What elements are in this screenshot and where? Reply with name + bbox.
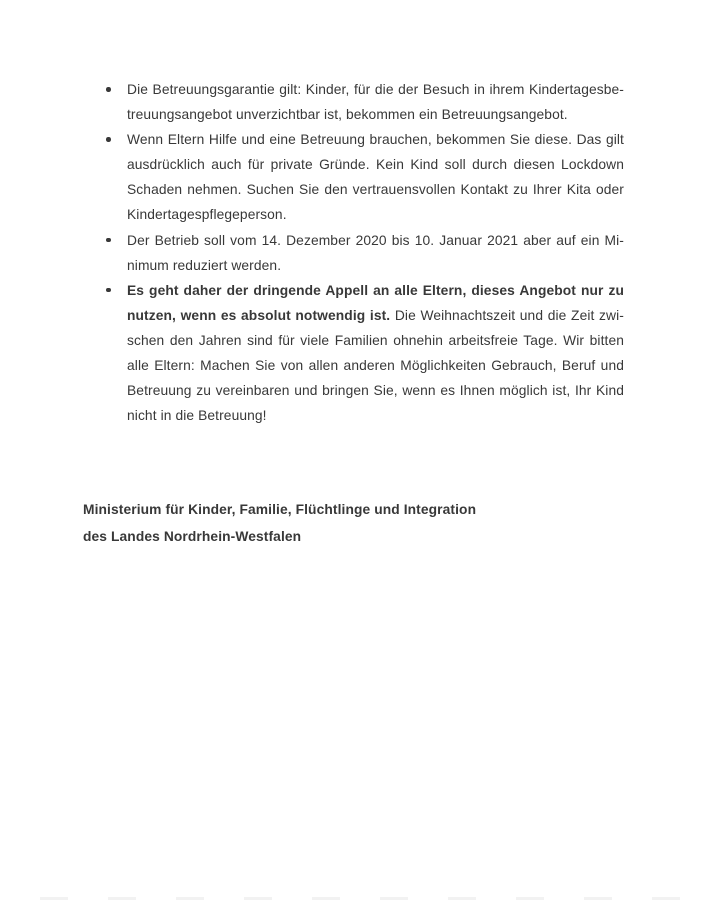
text-line: ausdrücklich auch für private Gründe. Kein Kind soll durch diesen Lockdown <box>127 157 624 173</box>
list-item <box>127 228 624 278</box>
text-line: Kindertagespflegeperson. <box>127 207 287 223</box>
signature <box>83 496 643 550</box>
text-line: treuungsangebot unverzichtbar ist, bekommen ein Betreuungsangebot. <box>127 107 568 123</box>
bullet-icon <box>106 87 111 92</box>
bullet-icon <box>106 137 111 142</box>
bullet-icon <box>106 288 111 293</box>
text-line: Die Betreuungsgarantie gilt: Kinder, für die der Besuch in ihrem Kindertagesbe- <box>127 82 624 97</box>
text-line: Es geht daher der dringende Appell an alle Eltern, dieses Angebot nur zu <box>127 282 624 298</box>
text-line: Wenn Eltern Hilfe und eine Betreuung brauchen, bekommen Sie diese. Das gilt <box>127 132 624 148</box>
bullet-list <box>127 77 624 428</box>
text-line: nicht in die Betreuung! <box>127 408 267 424</box>
list-item <box>127 278 624 429</box>
text-line: Der Betrieb soll vom 14. Dezember 2020 bis 10. Januar 2021 aber auf ein Mi- <box>127 232 624 248</box>
list-item <box>127 127 624 227</box>
bullet-icon <box>106 238 111 243</box>
text-line: Schaden nehmen. Suchen Sie den vertrauensvollen Kontakt zu Ihrer Kita oder <box>127 182 624 198</box>
document-body <box>127 77 624 428</box>
text-line: alle Eltern: Machen Sie von allen anderen Möglichkeiten Gebrauch, Beruf und <box>127 358 624 374</box>
signature-line: des Landes Nordrhein-Westfalen <box>83 529 302 544</box>
text-line: nimum reduziert werden. <box>127 257 282 273</box>
text-line: Betreuung zu vereinbaren und bringen Sie, wenn es Ihnen möglich ist, Ihr Kind <box>127 383 624 399</box>
list-item <box>127 77 624 127</box>
text-line: schen den Jahren sind für viele Familien ohnehin arbeitsfreie Tage. Wir bitten <box>127 332 624 348</box>
text-line: nutzen, wenn es absolut notwendig ist. Die Weihnachtszeit und die Zeit zwi- <box>127 307 624 323</box>
signature-line: Ministerium für Kinder, Familie, Flüchtlinge und Integration <box>83 502 477 517</box>
